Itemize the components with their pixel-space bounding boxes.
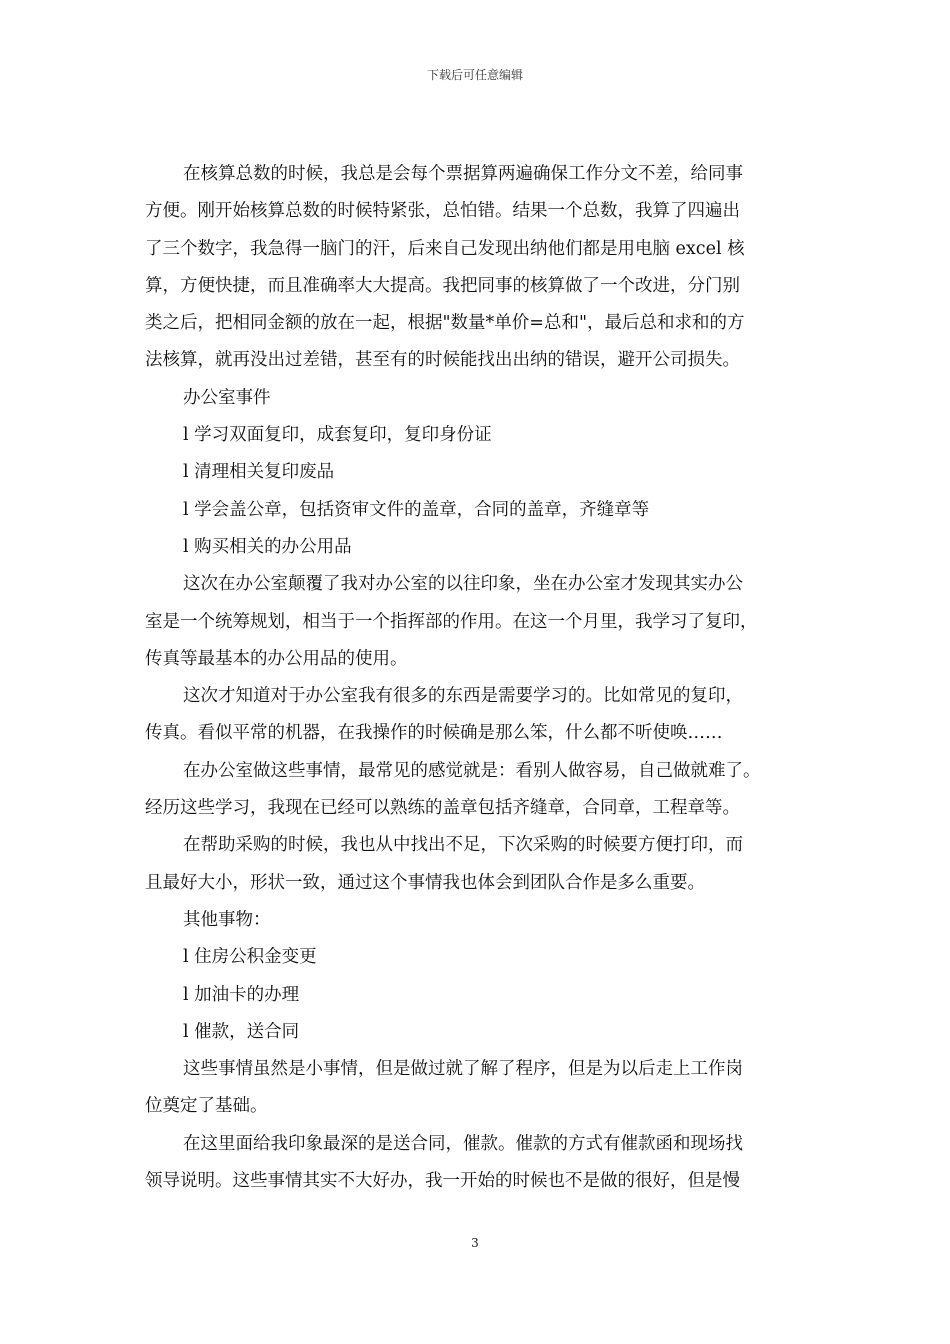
text-line: 经历这些学习，我现在已经可以熟练的盖章包括齐缝章，合同章，工程章等。 — [145, 798, 740, 819]
text-line: 方便。刚开始核算总数的时候特紧张，总怕错。结果一个总数，我算了四遍出 — [145, 201, 740, 222]
text-line: l 住房公积金变更 — [183, 947, 317, 968]
text-line: 在办公室做这些事情，最常见的感觉就是：看别人做容易，自己做就难了。 — [183, 760, 761, 781]
text-line: 且最好大小，形状一致，通过这个事情我也体会到团队合作是多么重要。 — [145, 872, 705, 893]
text-line: 类之后，把相同金额的放在一起，根据"数量*单价=总和"，最后总和求和的方 — [145, 313, 745, 334]
text-line: 室是一个统筹规划，相当于一个指挥部的作用。在这一个月里，我学习了复印， — [145, 611, 758, 632]
text-line: 位奠定了基础。 — [145, 1096, 268, 1117]
text-line: l 购买相关的办公用品 — [183, 536, 352, 557]
text-line: 这次在办公室颠覆了我对办公室的以往印象，坐在办公室才发现其实办公 — [183, 574, 743, 595]
text-line: 传真。看似平常的机器，在我操作的时候确是那么笨，什么都不听使唤…… — [145, 723, 723, 744]
text-line: l 学习双面复印，成套复印，复印身份证 — [183, 425, 492, 446]
text-line: 其他事物： — [183, 909, 271, 930]
text-line: 法核算，就再没出过差错，甚至有的时候能找出出纳的错误，避开公司损失。 — [145, 350, 740, 371]
text-line: 这次才知道对于办公室我有很多的东西是需要学习的。比如常见的复印， — [183, 686, 743, 707]
text-line: l 催款，送合同 — [183, 1021, 300, 1042]
text-line: 办公室事件 — [183, 387, 271, 408]
text-line: 了三个数字，我急得一脑门的汗，后来自己发现出纳他们都是用电脑 excel 核 — [145, 238, 745, 259]
page-header: 下载后可任意编辑 — [426, 68, 523, 82]
text-line: l 清理相关复印废品 — [183, 462, 335, 483]
page-number: 3 — [471, 1236, 479, 1250]
text-line: l 加油卡的办理 — [183, 984, 300, 1005]
text-line: l 学会盖公章，包括资审文件的盖章，合同的盖章，齐缝章等 — [183, 499, 650, 520]
text-line: 传真等最基本的办公用品的使用。 — [145, 648, 408, 669]
text-line: 这些事情虽然是小事情，但是做过就了解了程序，但是为以后走上工作岗 — [183, 1059, 743, 1080]
text-line: 算，方便快捷，而且准确率大大提高。我把同事的核算做了一个改进，分门别 — [145, 275, 740, 296]
text-line: 在核算总数的时候，我总是会每个票据算两遍确保工作分文不差，给同事 — [183, 164, 743, 184]
text-line: 领导说明。这些事情其实不大好办，我一开始的时候也不是做的很好，但是慢 — [145, 1171, 740, 1192]
text-line: 在这里面给我印象最深的是送合同，催款。催款的方式有催款函和现场找 — [183, 1133, 743, 1154]
text-line: 在帮助采购的时候，我也从中找出不足，下次采购的时候要方便打印，而 — [183, 835, 743, 856]
body-text — [145, 156, 815, 1200]
